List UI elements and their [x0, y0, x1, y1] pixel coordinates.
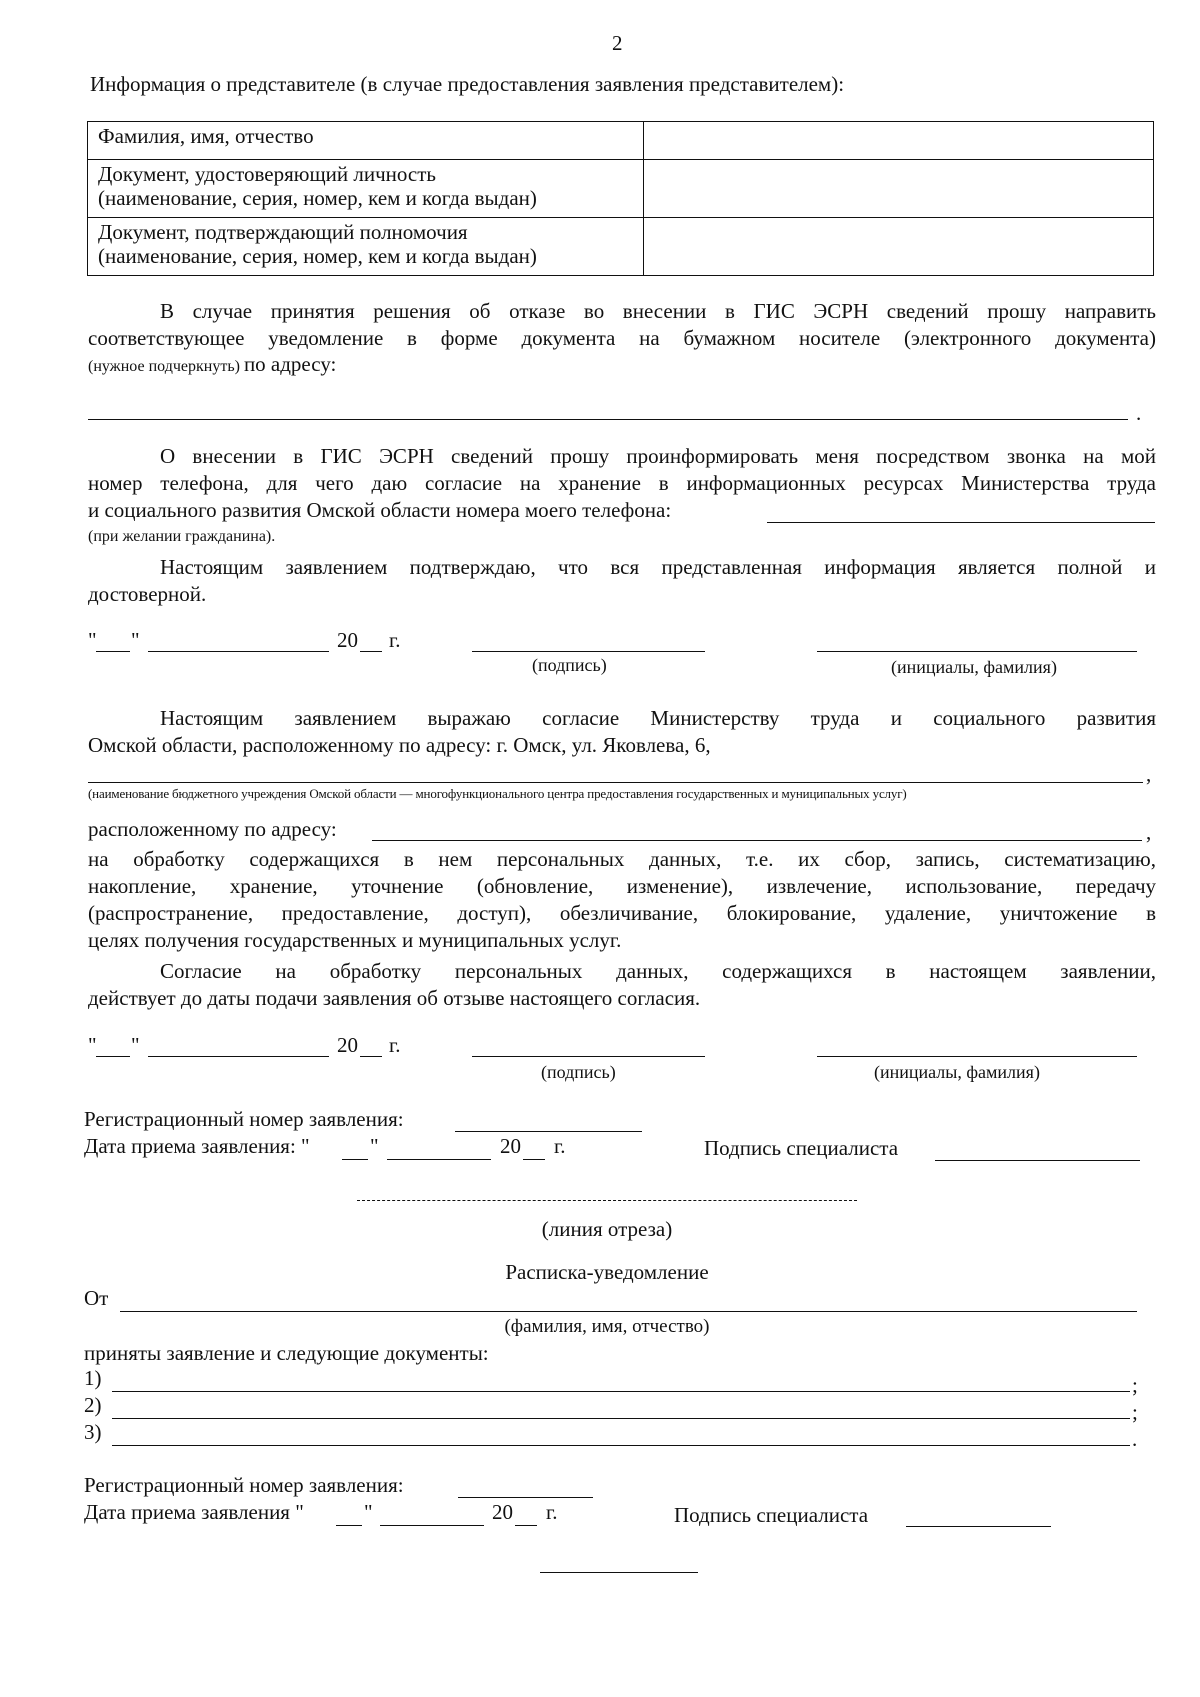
accepted-label: приняты заявление и следующие документы: — [84, 1341, 489, 1365]
date-received-label: Дата приема заявления " — [84, 1500, 304, 1524]
signature-label: (подпись) — [532, 655, 607, 675]
document-item-number: 1) — [84, 1366, 102, 1390]
phone-line-3: и социального развития Омской области номера моего телефона: — [88, 498, 672, 522]
table-row — [88, 122, 1154, 160]
document-item-number: 3) — [84, 1420, 102, 1444]
closing-rule — [540, 1572, 698, 1573]
confirm-line-2: достоверной. — [88, 582, 207, 606]
phone-line-2: номер телефона, для чего даю согласие на хранение в информационных ресурсах Министерства труда — [88, 471, 1156, 495]
validity-line-2: действует до даты подачи заявления об отзыве настоящего согласия. — [88, 986, 701, 1010]
reg-number-label: Регистрационный номер заявления: — [84, 1107, 404, 1131]
year-line[interactable] — [523, 1159, 545, 1160]
cut-line-label: (линия отреза) — [541, 1217, 673, 1241]
date-close-quote: " — [131, 1033, 140, 1057]
consent-purpose-line-2: накопление, хранение, уточнение (обновление, изменение), извлечение, использование, передачу — [88, 874, 1156, 898]
table-cell-value[interactable] — [644, 160, 1154, 218]
specialist-signature-label: Подпись специалиста — [674, 1503, 869, 1527]
row-label: Фамилия, имя, отчество — [98, 124, 314, 148]
date-close-quote: " — [131, 628, 140, 652]
underline-note: (нужное подчеркнуть) — [88, 358, 240, 375]
table-row — [88, 160, 1154, 218]
phone-line-1: О внесении в ГИС ЭСРН сведений прошу проинформировать меня посредством звонка на мой — [160, 444, 1156, 468]
row-label-note: (наименование, серия, номер, кем и когда выдан) — [98, 186, 537, 210]
consent-line-2: Омской области, расположенному по адресу: г. Омск, ул. Яковлева, 6, — [88, 733, 711, 757]
consent-purpose-line-4: целях получения государственных и муниципальных услуг. — [88, 928, 622, 952]
signature-line[interactable] — [472, 1056, 705, 1057]
date-close-quote: " — [370, 1134, 379, 1158]
document-item-end: . — [1132, 1427, 1138, 1451]
representative-table — [87, 121, 1154, 276]
date-month-line[interactable] — [148, 651, 329, 652]
specialist-signature-line[interactable] — [906, 1526, 1051, 1527]
date-day-line[interactable] — [342, 1159, 368, 1160]
document-item-number: 2) — [84, 1393, 102, 1417]
row-label-note: (наименование, серия, номер, кем и когда выдан) — [98, 244, 537, 268]
validity-line-1: Согласие на обработку персональных данных, содержащихся в настоящем заявлении, — [160, 959, 1156, 983]
document-item-line[interactable] — [112, 1418, 1130, 1419]
initials-line[interactable] — [817, 1056, 1137, 1057]
table-cell-label — [88, 122, 644, 160]
table-cell-label — [88, 218, 644, 276]
refusal-end-mark: . — [1136, 401, 1142, 425]
institution-note: (наименование бюджетного учреждения Омской области — многофункционального центра предоставления государственных и муниципальных услуг) — [88, 786, 907, 801]
initials-label: (инициалы, фамилия) — [874, 1062, 1040, 1082]
year-suffix: г. — [389, 628, 401, 652]
institution-address-comma: , — [1146, 820, 1152, 844]
date-month-line[interactable] — [148, 1056, 329, 1057]
date-received-label: Дата приема заявления: " — [84, 1134, 310, 1158]
table-cell-value[interactable] — [644, 218, 1154, 276]
year-suffix: г. — [554, 1134, 566, 1158]
signature-line[interactable] — [472, 651, 705, 652]
institution-comma: , — [1146, 762, 1152, 786]
consent-purpose-line-1: на обработку содержащихся в нем персональных данных, т.е. их сбор, запись, систематизацию, — [88, 847, 1156, 871]
institution-address-line[interactable] — [372, 840, 1142, 841]
year-suffix: г. — [389, 1033, 401, 1057]
refusal-line-1: В случае принятия решения об отказе во внесении в ГИС ЭСРН сведений прошу направить — [160, 299, 1156, 323]
refusal-line-2: соответствующее уведомление в форме документа на бумажном носителе (электронного документа) — [88, 326, 1156, 350]
date-day-line[interactable] — [96, 1056, 130, 1057]
document-item-line[interactable] — [112, 1445, 1130, 1446]
institution-line[interactable] — [88, 782, 1143, 783]
date-close-quote: " — [364, 1500, 373, 1524]
row-label: Документ, удостоверяющий личность — [98, 162, 436, 186]
row-label: Документ, подтверждающий полномочия — [98, 220, 468, 244]
date-month-line[interactable] — [380, 1525, 484, 1526]
consent-purpose-line-3: (распространение, предоставление, доступ), обезличивание, блокирование, удаление, уничтожение в — [88, 901, 1156, 925]
reg-number-line[interactable] — [455, 1131, 642, 1132]
receipt-title: Расписка-уведомление — [505, 1260, 709, 1284]
year-line[interactable] — [360, 651, 382, 652]
page-number: 2 — [612, 31, 623, 55]
year-prefix: 20 — [500, 1134, 521, 1158]
from-label: От — [84, 1286, 109, 1310]
year-prefix: 20 — [337, 1033, 358, 1057]
document-item-end: ; — [1132, 1373, 1138, 1397]
initials-line[interactable] — [817, 651, 1137, 652]
date-open-quote: " — [88, 1033, 97, 1057]
document-item-line[interactable] — [112, 1391, 1130, 1392]
cut-line — [357, 1200, 857, 1201]
year-line[interactable] — [515, 1525, 537, 1526]
specialist-signature-line[interactable] — [935, 1160, 1140, 1161]
document-item-end: ; — [1132, 1400, 1138, 1424]
table-row — [88, 218, 1154, 276]
signature-label: (подпись) — [541, 1062, 616, 1082]
confirm-line-1: Настоящим заявлением подтверждаю, что вся представленная информация является полной и — [160, 555, 1156, 579]
representative-heading: Информация о представителе (в случае предоставления заявления представителем): — [90, 72, 845, 96]
specialist-signature-label: Подпись специалиста — [704, 1136, 899, 1160]
table-cell-label — [88, 160, 644, 218]
fio-note: (фамилия, имя, отчество) — [504, 1316, 710, 1337]
table-cell-value[interactable] — [644, 122, 1154, 160]
date-month-line[interactable] — [387, 1159, 491, 1160]
consent-line-1: Настоящим заявлением выражаю согласие Министерству труда и социального развития — [160, 706, 1156, 730]
phone-input-line[interactable] — [767, 522, 1155, 523]
initials-label: (инициалы, фамилия) — [891, 657, 1057, 677]
date-day-line[interactable] — [96, 651, 130, 652]
refusal-address-line[interactable] — [88, 419, 1128, 420]
from-line[interactable] — [120, 1311, 1137, 1312]
year-prefix: 20 — [492, 1500, 513, 1524]
phone-note: (при желании гражданина). — [88, 528, 276, 545]
institution-address-label: расположенному по адресу: — [88, 817, 337, 841]
year-line[interactable] — [360, 1056, 382, 1057]
date-day-line[interactable] — [336, 1525, 362, 1526]
address-label: по адресу: — [243, 352, 337, 376]
year-prefix: 20 — [337, 628, 358, 652]
reg-number-line[interactable] — [458, 1497, 593, 1498]
year-suffix: г. — [546, 1500, 558, 1524]
date-open-quote: " — [88, 628, 97, 652]
refusal-line-3 — [88, 352, 336, 376]
reg-number-label: Регистрационный номер заявления: — [84, 1473, 404, 1497]
